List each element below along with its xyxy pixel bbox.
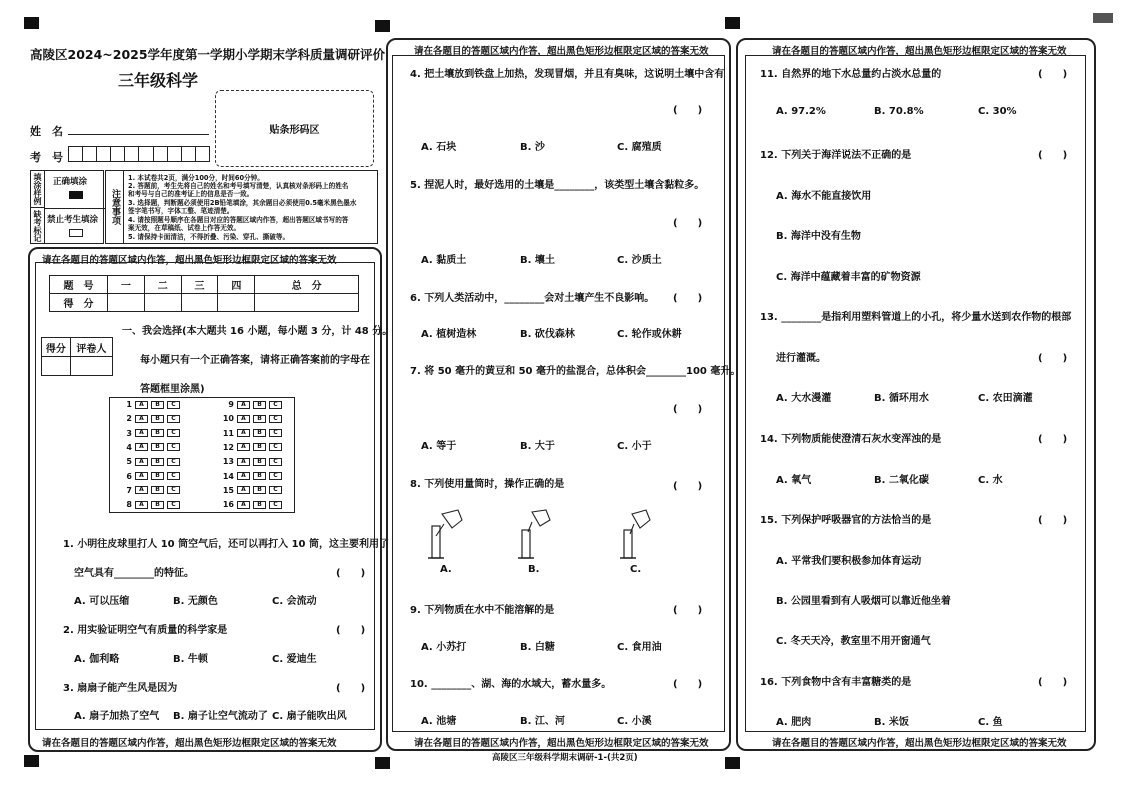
answer-bubble-8-a[interactable]: A xyxy=(135,501,148,509)
answer-bubble-10-c[interactable]: C xyxy=(269,415,282,423)
boundary-notice-top: 请在各题目的答题区域内作答，超出黑色矩形边框限定区域的答案无效 xyxy=(772,46,1067,57)
question-3-text: 3. 扇扇子能产生风是因为 xyxy=(63,683,178,694)
question-12-option-b: B. 海洋中没有生物 xyxy=(776,231,861,242)
boundary-notice-bottom: 请在各题目的答题区域内作答，超出黑色矩形边框限定区域的答案无效 xyxy=(772,738,1067,749)
question-1-text: 空气具有________的特征。 xyxy=(74,568,194,579)
question-13-option-a: A. 大水漫灌 xyxy=(776,393,832,404)
answer-bubble-16-a[interactable]: A xyxy=(237,501,250,509)
answer-bubble-9-a[interactable]: A xyxy=(237,401,250,409)
section1-title: 一、我会选择(本大题共 16 小题，每小题 3 分，计 48 分。 xyxy=(122,326,393,337)
question-8-option-a: A. xyxy=(440,564,452,575)
question-3-option-a: A. 扇子加热了空气 xyxy=(74,711,160,722)
answer-row-2 xyxy=(118,414,180,423)
answer-bubble-15-b[interactable]: B xyxy=(253,486,266,494)
answer-bubble-12-b[interactable]: B xyxy=(253,443,266,451)
question-9-text: 9. 下列物质在水中不能溶解的是 xyxy=(410,605,555,616)
notice-line: 案无效，在草稿纸、试卷上作答无效。 xyxy=(128,224,241,232)
question-10-bracket[interactable]: ( ) xyxy=(673,679,703,690)
question-15-text: 15. 下列保护呼吸器官的方法恰当的是 xyxy=(760,515,932,526)
question-8-bracket[interactable]: ( ) xyxy=(673,481,703,492)
answer-row-number: 7 xyxy=(126,485,132,495)
question-11-text: 11. 自然界的地下水总量约占淡水总量的 xyxy=(760,69,942,80)
score-cell[interactable] xyxy=(255,294,359,312)
answer-row-number: 5 xyxy=(126,457,132,467)
answer-bubble-13-b[interactable]: B xyxy=(253,458,266,466)
answer-bubble-5-a[interactable]: A xyxy=(135,458,148,466)
answer-bubble-7-c[interactable]: C xyxy=(167,486,180,494)
subject-title: 三年级科学 xyxy=(118,71,199,90)
question-2-text: 2. 用实验证明空气有质量的科学家是 xyxy=(63,625,228,636)
measuring-cylinder-illustration-c xyxy=(612,506,662,564)
question-12-text: 12. 下列关于海洋说法不正确的是 xyxy=(760,150,912,161)
registration-mark xyxy=(1093,13,1113,23)
answer-bubble-14-c[interactable]: C xyxy=(269,472,282,480)
exam-title: 高陵区2024~2025学年度第一学期小学期末学科质量调研评价 xyxy=(30,47,386,62)
answer-row-number: 3 xyxy=(126,428,132,438)
question-15-option-a: A. 平常我们要积极参加体育运动 xyxy=(776,556,922,567)
answer-bubble-13-a[interactable]: A xyxy=(237,458,250,466)
exam-no-label: 考 号 xyxy=(30,151,63,164)
question-13-option-c: C. 农田滴灌 xyxy=(978,393,1033,404)
question-7-text: 7. 将 50 毫升的黄豆和 50 毫升的盐混合，总体积会________100 毫升。 xyxy=(410,366,741,377)
question-4-option-b: B. 沙 xyxy=(520,142,545,153)
answer-bubble-1-c[interactable]: C xyxy=(167,401,180,409)
question-1-text: 1. 小明往皮球里打人 10 筒空气后，还可以再打入 10 筒，这主要利用了 xyxy=(63,539,389,550)
question-2-bracket[interactable]: ( ) xyxy=(336,625,366,636)
answer-row-number: 6 xyxy=(126,471,132,481)
answer-bubble-16-c[interactable]: C xyxy=(269,501,282,509)
question-1-bracket[interactable]: ( ) xyxy=(336,568,366,579)
question-12-option-c: C. 海洋中蕴藏着丰富的矿物资源 xyxy=(776,272,921,283)
answer-bubble-13-c[interactable]: C xyxy=(269,458,282,466)
answer-row-10 xyxy=(220,414,282,423)
question-13-text: 13. ________是指利用塑料管道上的小孔，将少量水送到农作物的根部 xyxy=(760,312,1072,323)
answer-bubble-6-b[interactable]: B xyxy=(151,472,164,480)
answer-row-12 xyxy=(220,443,282,452)
answer-bubble-11-a[interactable]: A xyxy=(237,429,250,437)
answer-row-3 xyxy=(118,429,180,438)
boundary-notice-top: 请在各题目的答题区域内作答，超出黑色矩形边框限定区域的答案无效 xyxy=(42,255,337,266)
question-13-bracket[interactable]: ( ) xyxy=(1038,353,1068,364)
question-13-text: 进行灌溉。 xyxy=(776,353,826,364)
answer-row-9 xyxy=(220,400,282,409)
answer-bubble-4-a[interactable]: A xyxy=(135,443,148,451)
answer-bubble-1-b[interactable]: B xyxy=(151,401,164,409)
notice-line: 1. 本试卷共2页，满分100分，时间60分钟。 xyxy=(128,174,264,182)
question-9-option-a: A. 小苏打 xyxy=(421,642,467,653)
notice-box xyxy=(105,170,378,244)
answer-bubble-10-a[interactable]: A xyxy=(237,415,250,423)
answer-row-number: 4 xyxy=(126,442,132,452)
name-field[interactable] xyxy=(68,134,209,135)
question-16-text: 16. 下列食物中含有丰富糖类的是 xyxy=(760,677,912,688)
question-5-text: 5. 捏泥人时，最好选用的土壤是________，该类型土壤含黏粒多。 xyxy=(410,180,705,191)
question-6-option-a: A. 植树造林 xyxy=(421,329,477,340)
answer-row-11 xyxy=(220,429,282,438)
question-15-option-c: C. 冬天天冷，教室里不用开窗通气 xyxy=(776,636,931,647)
question-5-bracket[interactable]: ( ) xyxy=(673,218,703,229)
answer-row-number: 15 xyxy=(222,485,234,495)
question-11-option-b: B. 70.8% xyxy=(874,106,924,117)
registration-mark xyxy=(24,17,39,29)
registration-mark xyxy=(375,20,390,32)
answer-bubble-9-b[interactable]: B xyxy=(253,401,266,409)
question-14-bracket[interactable]: ( ) xyxy=(1038,434,1068,445)
answer-row-16 xyxy=(220,500,282,509)
grader-score-label: 得分 xyxy=(42,338,71,357)
score-cell[interactable] xyxy=(181,294,218,312)
answer-row-number: 1 xyxy=(126,400,132,409)
score-cell[interactable] xyxy=(144,294,181,312)
question-4-text: 4. 把土壤放到铁盘上加热，发现冒烟，并且有臭味，这说明土壤中含有 xyxy=(410,69,725,80)
score-header-cell: 总 分 xyxy=(255,276,359,294)
question-14-text: 14. 下列物质能使澄清石灰水变浑浊的是 xyxy=(760,434,942,445)
question-6-text: 6. 下列人类活动中，________会对土壤产生不良影响。 xyxy=(410,293,655,304)
answer-bubble-6-a[interactable]: A xyxy=(135,472,148,480)
registration-mark xyxy=(24,755,39,767)
measuring-cylinder-illustration-b xyxy=(510,506,560,564)
question-11-option-a: A. 97.2% xyxy=(776,106,826,117)
answer-bubble-14-b[interactable]: B xyxy=(253,472,266,480)
answer-bubble-16-b[interactable]: B xyxy=(253,501,266,509)
notice-line: 5. 请保持卡面清洁，不得折叠、污染、穿孔、撕破等。 xyxy=(128,233,290,241)
answer-bubble-4-c[interactable]: C xyxy=(167,443,180,451)
question-16-bracket[interactable]: ( ) xyxy=(1038,677,1068,688)
score-header-cell: 三 xyxy=(181,276,218,294)
answer-row-13 xyxy=(220,457,282,466)
answer-bubble-1-a[interactable]: A xyxy=(135,401,148,409)
question-10-option-a: A. 池塘 xyxy=(421,716,457,727)
question-9-bracket[interactable]: ( ) xyxy=(673,605,703,616)
question-2-option-b: B. 牛顿 xyxy=(173,654,208,665)
absent-mark-box[interactable] xyxy=(69,229,83,237)
question-10-option-c: C. 小溪 xyxy=(617,716,652,727)
question-1-option-a: A. 可以压缩 xyxy=(74,596,130,607)
grader-box xyxy=(41,337,113,376)
question-4-option-c: C. 腐殖质 xyxy=(617,142,662,153)
question-6-option-c: C. 轮作或休耕 xyxy=(617,329,682,340)
score-row-label: 得 分 xyxy=(50,294,108,312)
answer-bubble-2-a[interactable]: A xyxy=(135,415,148,423)
notice-line: 2. 答题前，考生先将自己的姓名和考号填写清楚，认真核对条形码上的姓名 xyxy=(128,182,349,190)
question-6-option-b: B. 砍伐森林 xyxy=(520,329,575,340)
answer-row-number: 11 xyxy=(222,428,234,438)
question-13-option-b: B. 循环用水 xyxy=(874,393,929,404)
question-16-option-c: C. 鱼 xyxy=(978,717,1003,728)
question-6-bracket[interactable]: ( ) xyxy=(673,293,703,304)
question-12-option-a: A. 海水不能直接饮用 xyxy=(776,191,872,202)
fill-example-side-top: 填涂样例 xyxy=(31,171,45,208)
barcode-label: 贴条形码区 xyxy=(269,125,320,136)
question-3-bracket[interactable]: ( ) xyxy=(336,683,366,694)
answer-row-14 xyxy=(220,472,282,481)
question-3-option-b: B. 扇子让空气流动了 xyxy=(173,711,268,722)
question-2-option-c: C. 爱迪生 xyxy=(272,654,317,665)
question-4-bracket[interactable]: ( ) xyxy=(673,105,703,116)
score-table xyxy=(49,275,359,312)
question-5-option-b: B. 壤土 xyxy=(520,255,555,266)
answer-bubble-11-c[interactable]: C xyxy=(269,429,282,437)
answer-bubble-2-b[interactable]: B xyxy=(151,415,164,423)
question-14-option-c: C. 水 xyxy=(978,475,1003,486)
answer-bubble-15-c[interactable]: C xyxy=(269,486,282,494)
question-5-option-a: A. 黏质土 xyxy=(421,255,467,266)
question-12-bracket[interactable]: ( ) xyxy=(1038,150,1068,161)
question-7-option-c: C. 小于 xyxy=(617,441,652,452)
grader-name-label: 评卷人 xyxy=(70,338,112,357)
question-15-option-b: B. 公园里看到有人吸烟可以靠近他坐着 xyxy=(776,596,951,607)
question-16-option-a: A. 肥肉 xyxy=(776,717,812,728)
answer-bubble-5-c[interactable]: C xyxy=(167,458,180,466)
registration-mark xyxy=(375,757,390,769)
answer-bubble-6-c[interactable]: C xyxy=(167,472,180,480)
boundary-notice-bottom: 请在各题目的答题区域内作答，超出黑色矩形边框限定区域的答案无效 xyxy=(414,738,709,749)
score-header-cell: 一 xyxy=(108,276,145,294)
answer-bubble-7-b[interactable]: B xyxy=(151,486,164,494)
answer-bubble-9-c[interactable]: C xyxy=(269,401,282,409)
answer-row-number: 10 xyxy=(222,414,234,424)
barcode-area xyxy=(215,90,374,167)
answer-bubble-11-b[interactable]: B xyxy=(253,429,266,437)
answer-row-1 xyxy=(118,400,180,409)
forbidden-fill-label: 禁止考生填涂 xyxy=(47,215,99,225)
answer-bubble-5-b[interactable]: B xyxy=(151,458,164,466)
correct-fill-sample xyxy=(69,191,83,199)
answer-bubble-7-a[interactable]: A xyxy=(135,486,148,494)
question-4-option-a: A. 石块 xyxy=(421,142,457,153)
question-10-option-b: B. 江、河 xyxy=(520,716,565,727)
question-3-option-c: C. 扇子能吹出风 xyxy=(272,711,347,722)
answer-grid xyxy=(109,397,295,513)
answer-row-number: 13 xyxy=(222,457,234,467)
answer-row-4 xyxy=(118,443,180,452)
notice-line: 3. 选择题，判断题必须使用2B铅笔填涂，其余题目必须使用0.5毫米黑色墨水 xyxy=(128,199,357,207)
notice-label: 注意事项 xyxy=(106,171,124,243)
registration-mark xyxy=(725,17,740,29)
question-1-option-c: C. 会流动 xyxy=(272,596,317,607)
answer-row-number: 2 xyxy=(126,414,132,424)
answer-row-6 xyxy=(118,472,180,481)
measuring-cylinder-illustration-a xyxy=(418,506,468,564)
score-header-cell: 题 号 xyxy=(50,276,108,294)
answer-bubble-2-c[interactable]: C xyxy=(167,415,180,423)
boundary-notice-bottom: 请在各题目的答题区域内作答，超出黑色矩形边框限定区域的答案无效 xyxy=(42,738,337,749)
answer-row-number: 14 xyxy=(222,471,234,481)
question-16-option-b: B. 米饭 xyxy=(874,717,909,728)
notice-line: 和考号与自己的准考证上的信息是否一致。 xyxy=(128,190,254,198)
section1-line2: 每小题只有一个正确答案，请将正确答案前的字母在 xyxy=(140,355,370,366)
answer-bubble-3-c[interactable]: C xyxy=(167,429,180,437)
score-header-cell: 四 xyxy=(218,276,255,294)
question-8-option-b: B. xyxy=(528,564,540,575)
answer-row-5 xyxy=(118,457,180,466)
answer-bubble-14-a[interactable]: A xyxy=(237,472,250,480)
boundary-notice-top: 请在各题目的答题区域内作答，超出黑色矩形边框限定区域的答案无效 xyxy=(414,46,709,57)
question-10-text: 10. ________、湖、海的水域大，蓄水量多。 xyxy=(410,679,612,690)
answer-bubble-4-b[interactable]: B xyxy=(151,443,164,451)
question-8-text: 8. 下列使用量筒时，操作正确的是 xyxy=(410,479,565,490)
question-9-option-c: C. 食用油 xyxy=(617,642,662,653)
question-7-option-b: B. 大于 xyxy=(520,441,555,452)
exam-no-field[interactable] xyxy=(68,146,210,162)
answer-bubble-10-b[interactable]: B xyxy=(253,415,266,423)
answer-bubble-12-c[interactable]: C xyxy=(269,443,282,451)
answer-bubble-3-a[interactable]: A xyxy=(135,429,148,437)
section1-line3: 答题框里涂黑) xyxy=(140,384,205,395)
question-5-option-c: C. 沙质土 xyxy=(617,255,662,266)
answer-row-number: 12 xyxy=(222,442,234,452)
registration-mark xyxy=(725,757,740,769)
score-cell[interactable] xyxy=(108,294,145,312)
answer-bubble-8-b[interactable]: B xyxy=(151,501,164,509)
inner-frame-col2 xyxy=(392,55,725,732)
answer-row-number: 16 xyxy=(222,500,234,510)
answer-row-number: 8 xyxy=(126,500,132,510)
notice-line: 4. 请按照题号顺序在各题目对应的答题区域内作答，超出答题区域书写的答 xyxy=(128,216,349,224)
question-15-bracket[interactable]: ( ) xyxy=(1038,515,1068,526)
answer-bubble-15-a[interactable]: A xyxy=(237,486,250,494)
score-header-cell: 二 xyxy=(144,276,181,294)
answer-row-15 xyxy=(220,486,282,495)
fill-example-box xyxy=(30,170,104,244)
question-14-option-a: A. 氧气 xyxy=(776,475,812,486)
question-11-bracket[interactable]: ( ) xyxy=(1038,69,1068,80)
page-footer: 高陵区三年级科学期末调研-1-(共2页) xyxy=(492,753,638,763)
answer-bubble-12-a[interactable]: A xyxy=(237,443,250,451)
fill-example-side-bottom: 缺考标记 xyxy=(31,208,45,244)
name-label: 姓 名 xyxy=(30,125,63,138)
notice-line: 签字笔书写，字体工整、笔迹清楚。 xyxy=(128,207,234,215)
question-1-option-b: B. 无颜色 xyxy=(173,596,218,607)
answer-bubble-8-c[interactable]: C xyxy=(167,501,180,509)
score-cell[interactable] xyxy=(218,294,255,312)
grader-name-cell[interactable] xyxy=(70,357,112,376)
question-8-option-c: C. xyxy=(630,564,642,575)
answer-bubble-3-b[interactable]: B xyxy=(151,429,164,437)
question-2-option-a: A. 伽利略 xyxy=(74,654,120,665)
question-14-option-b: B. 二氧化碳 xyxy=(874,475,929,486)
question-7-option-a: A. 等于 xyxy=(421,441,457,452)
grader-score-cell[interactable] xyxy=(42,357,71,376)
answer-row-8 xyxy=(118,500,180,509)
question-7-bracket[interactable]: ( ) xyxy=(673,404,703,415)
correct-fill-label: 正确填涂 xyxy=(53,177,88,187)
question-9-option-b: B. 白糖 xyxy=(520,642,555,653)
answer-row-7 xyxy=(118,486,180,495)
answer-row-number: 9 xyxy=(228,400,234,409)
question-11-option-c: C. 30% xyxy=(978,106,1017,117)
